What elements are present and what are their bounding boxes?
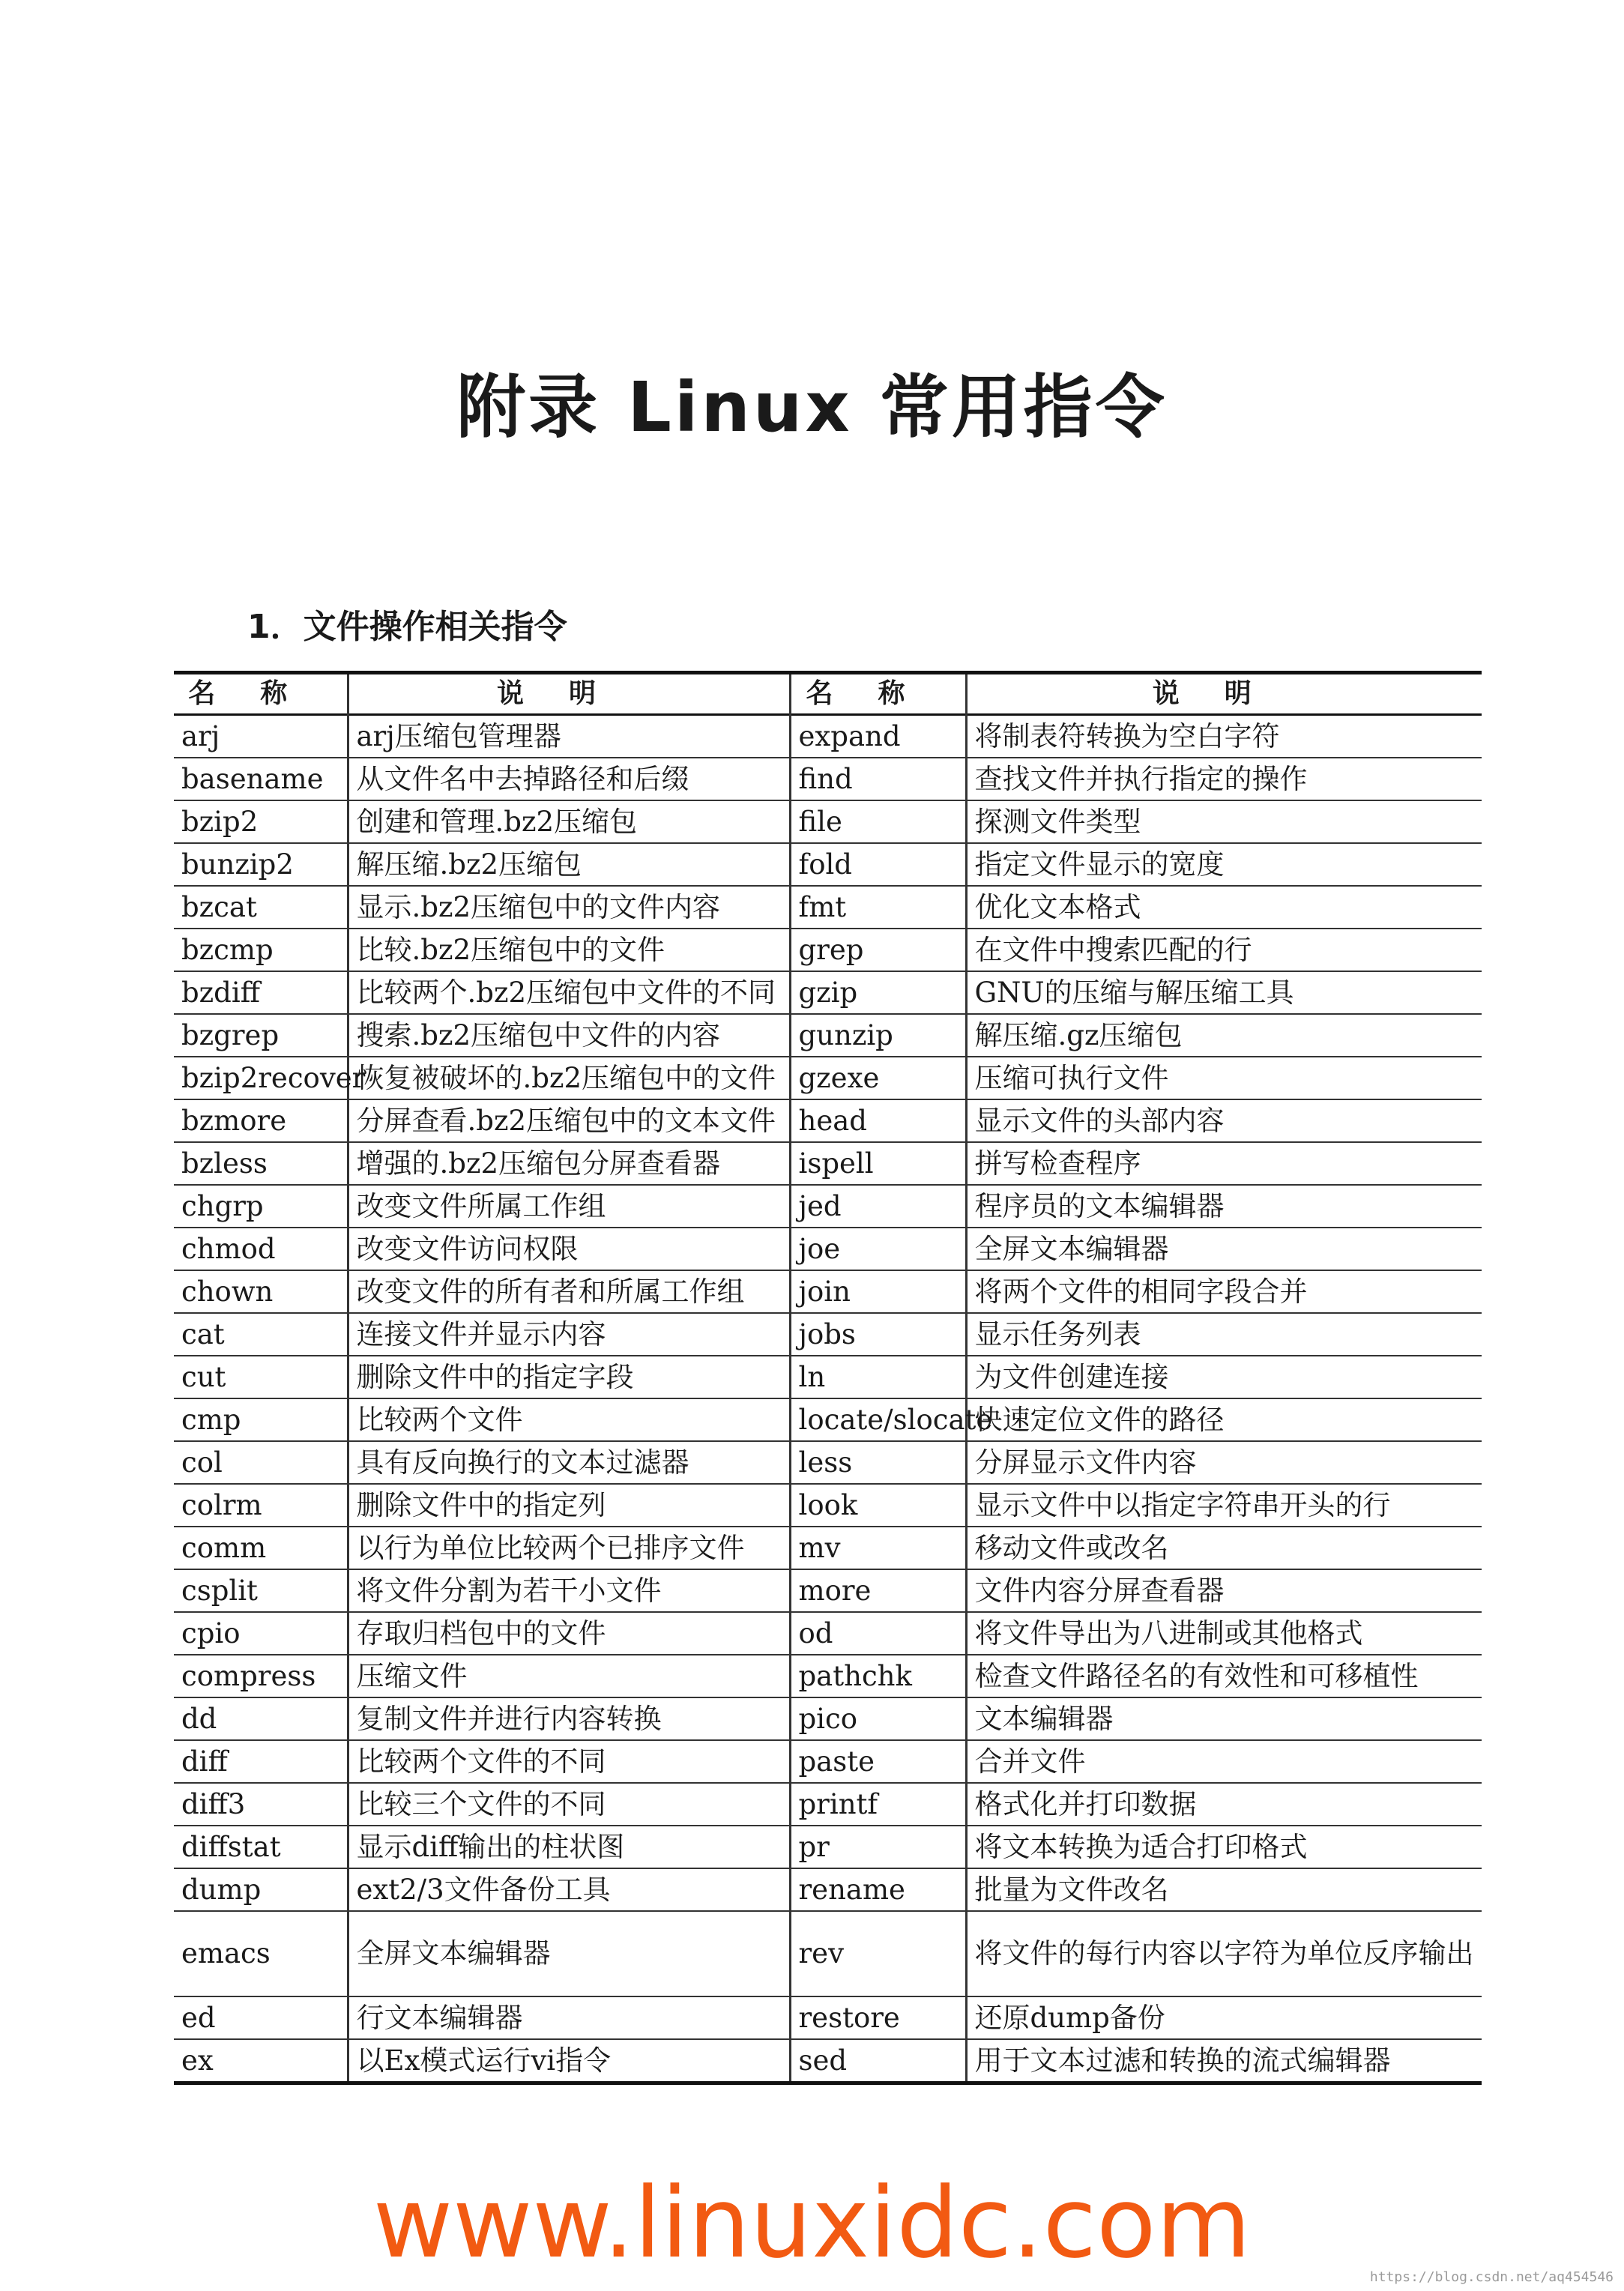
command-name-cell: head <box>790 1099 966 1142</box>
command-name-cell: printf <box>790 1783 966 1826</box>
table-row <box>174 1655 1482 1697</box>
command-desc-cell: 格式化并打印数据 <box>966 1783 1482 1826</box>
table-row <box>174 715 1482 758</box>
command-name-cell: gzip <box>790 971 966 1014</box>
table-row <box>174 1228 1482 1270</box>
command-desc-cell: 显示diff输出的柱状图 <box>348 1826 790 1868</box>
command-name-cell: bzip2 <box>174 800 348 843</box>
table-row <box>174 1099 1482 1142</box>
command-name-cell: ispell <box>790 1142 966 1185</box>
command-desc-cell: 复制文件并进行内容转换 <box>348 1697 790 1740</box>
command-desc-cell: 压缩可执行文件 <box>966 1057 1482 1099</box>
command-desc-cell: 用于文本过滤和转换的流式编辑器 <box>966 2039 1482 2083</box>
command-name-cell: od <box>790 1612 966 1655</box>
command-desc-cell: 将文件分割为若干小文件 <box>348 1569 790 1612</box>
command-desc-cell: 优化文本格式 <box>966 886 1482 929</box>
command-desc-cell: 分屏查看.bz2压缩包中的文本文件 <box>348 1099 790 1142</box>
command-desc-cell: 快速定位文件的路径 <box>966 1398 1482 1441</box>
command-name-cell: bzdiff <box>174 971 348 1014</box>
command-name-cell: basename <box>174 758 348 800</box>
command-name-cell: ln <box>790 1356 966 1398</box>
command-desc-cell: 将文本转换为适合打印格式 <box>966 1826 1482 1868</box>
command-name-cell: bzip2recover <box>174 1057 348 1099</box>
command-desc-cell: 在文件中搜索匹配的行 <box>966 929 1482 971</box>
command-desc-cell: 将文件导出为八进制或其他格式 <box>966 1612 1482 1655</box>
table-row <box>174 1911 1482 1996</box>
command-name-cell: pathchk <box>790 1655 966 1697</box>
command-name-cell: more <box>790 1569 966 1612</box>
command-desc-cell: 从文件名中去掉路径和后缀 <box>348 758 790 800</box>
command-name-cell: cpio <box>174 1612 348 1655</box>
command-desc-cell: 搜索.bz2压缩包中文件的内容 <box>348 1014 790 1057</box>
command-name-cell: chown <box>174 1270 348 1313</box>
command-desc-cell: 为文件创建连接 <box>966 1356 1482 1398</box>
command-name-cell: mv <box>790 1527 966 1569</box>
command-table <box>174 671 1482 2085</box>
command-name-cell: gzexe <box>790 1057 966 1099</box>
command-name-cell: locate/slocate <box>790 1398 966 1441</box>
command-name-cell: fold <box>790 843 966 886</box>
table-row <box>174 1868 1482 1911</box>
command-desc-cell: 比较三个文件的不同 <box>348 1783 790 1826</box>
command-desc-cell: 改变文件访问权限 <box>348 1228 790 1270</box>
table-row <box>174 971 1482 1014</box>
table-row <box>174 1826 1482 1868</box>
command-name-cell: emacs <box>174 1911 348 1996</box>
command-name-cell: bzmore <box>174 1099 348 1142</box>
command-desc-cell: 具有反向换行的文本过滤器 <box>348 1441 790 1484</box>
command-name-cell: comm <box>174 1527 348 1569</box>
command-desc-cell: 全屏文本编辑器 <box>348 1911 790 1996</box>
command-desc-cell: 还原dump备份 <box>966 1996 1482 2039</box>
command-desc-cell: 拼写检查程序 <box>966 1142 1482 1185</box>
table-row <box>174 1783 1482 1826</box>
command-name-cell: fmt <box>790 886 966 929</box>
command-desc-cell: GNU的压缩与解压缩工具 <box>966 971 1482 1014</box>
command-desc-cell: 删除文件中的指定列 <box>348 1484 790 1527</box>
command-name-cell: rename <box>790 1868 966 1911</box>
command-name-cell: bzless <box>174 1142 348 1185</box>
command-name-cell: cat <box>174 1313 348 1356</box>
command-desc-cell: 文件内容分屏查看器 <box>966 1569 1482 1612</box>
command-desc-cell: 改变文件所属工作组 <box>348 1185 790 1228</box>
command-desc-cell: 比较.bz2压缩包中的文件 <box>348 929 790 971</box>
command-desc-cell: 显示文件中以指定字符串开头的行 <box>966 1484 1482 1527</box>
command-desc-cell: 将文件的每行内容以字符为单位反序输出 <box>966 1911 1482 1996</box>
command-name-cell: chgrp <box>174 1185 348 1228</box>
command-name-cell: colrm <box>174 1484 348 1527</box>
command-desc-cell: 增强的.bz2压缩包分屏查看器 <box>348 1142 790 1185</box>
table-row <box>174 1313 1482 1356</box>
command-name-cell: less <box>790 1441 966 1484</box>
command-name-cell: pico <box>790 1697 966 1740</box>
table-row <box>174 1569 1482 1612</box>
header-name-1: 名称 <box>174 673 348 715</box>
command-name-cell: gunzip <box>790 1014 966 1057</box>
command-name-cell: cmp <box>174 1398 348 1441</box>
table-row <box>174 1996 1482 2039</box>
command-name-cell: cut <box>174 1356 348 1398</box>
command-name-cell: dump <box>174 1868 348 1911</box>
command-name-cell: rev <box>790 1911 966 1996</box>
blog-watermark: https://blog.csdn.net/aq454546 <box>1369 2269 1614 2285</box>
table-row <box>174 1398 1482 1441</box>
command-name-cell: diff3 <box>174 1783 348 1826</box>
header-desc-2: 说明 <box>966 673 1482 715</box>
command-name-cell: restore <box>790 1996 966 2039</box>
header-desc-1: 说明 <box>348 673 790 715</box>
table-row <box>174 1014 1482 1057</box>
table-row <box>174 1270 1482 1313</box>
command-desc-cell: 将制表符转换为空白字符 <box>966 715 1482 758</box>
command-name-cell: bunzip2 <box>174 843 348 886</box>
command-desc-cell: 存取归档包中的文件 <box>348 1612 790 1655</box>
command-name-cell: look <box>790 1484 966 1527</box>
table-row <box>174 843 1482 886</box>
command-desc-cell: 以Ex模式运行vi指令 <box>348 2039 790 2083</box>
command-desc-cell: 恢复被破坏的.bz2压缩包中的文件 <box>348 1057 790 1099</box>
command-name-cell: bzgrep <box>174 1014 348 1057</box>
command-desc-cell: 比较两个文件 <box>348 1398 790 1441</box>
command-name-cell: arj <box>174 715 348 758</box>
table-row <box>174 1356 1482 1398</box>
command-desc-cell: 探测文件类型 <box>966 800 1482 843</box>
command-name-cell: joe <box>790 1228 966 1270</box>
command-desc-cell: 将两个文件的相同字段合并 <box>966 1270 1482 1313</box>
command-desc-cell: 查找文件并执行指定的操作 <box>966 758 1482 800</box>
table-row <box>174 1527 1482 1569</box>
command-desc-cell: 批量为文件改名 <box>966 1868 1482 1911</box>
table-row <box>174 1612 1482 1655</box>
command-desc-cell: 全屏文本编辑器 <box>966 1228 1482 1270</box>
command-desc-cell: 指定文件显示的宽度 <box>966 843 1482 886</box>
table-header-row <box>174 673 1482 715</box>
command-desc-cell: 删除文件中的指定字段 <box>348 1356 790 1398</box>
command-desc-cell: 显示任务列表 <box>966 1313 1482 1356</box>
command-desc-cell: 解压缩.gz压缩包 <box>966 1014 1482 1057</box>
table-row <box>174 1740 1482 1783</box>
section-heading: 1．文件操作相关指令 <box>247 608 567 646</box>
command-name-cell: ed <box>174 1996 348 2039</box>
command-name-cell: dd <box>174 1697 348 1740</box>
command-desc-cell: 比较两个文件的不同 <box>348 1740 790 1783</box>
command-name-cell: file <box>790 800 966 843</box>
command-name-cell: diffstat <box>174 1826 348 1868</box>
command-desc-cell: 改变文件的所有者和所属工作组 <box>348 1270 790 1313</box>
command-desc-cell: 显示.bz2压缩包中的文件内容 <box>348 886 790 929</box>
command-desc-cell: 合并文件 <box>966 1740 1482 1783</box>
command-name-cell: chmod <box>174 1228 348 1270</box>
command-desc-cell: 连接文件并显示内容 <box>348 1313 790 1356</box>
command-desc-cell: 文本编辑器 <box>966 1697 1482 1740</box>
command-desc-cell: 压缩文件 <box>348 1655 790 1697</box>
command-name-cell: pr <box>790 1826 966 1868</box>
table-row <box>174 800 1482 843</box>
command-name-cell: paste <box>790 1740 966 1783</box>
command-desc-cell: ext2/3文件备份工具 <box>348 1868 790 1911</box>
command-name-cell: expand <box>790 715 966 758</box>
command-name-cell: bzcat <box>174 886 348 929</box>
table-row <box>174 758 1482 800</box>
command-name-cell: jed <box>790 1185 966 1228</box>
table-row <box>174 2039 1482 2083</box>
table-row <box>174 1185 1482 1228</box>
command-name-cell: col <box>174 1441 348 1484</box>
table-row <box>174 1484 1482 1527</box>
table-row <box>174 1441 1482 1484</box>
command-name-cell: bzcmp <box>174 929 348 971</box>
command-name-cell: sed <box>790 2039 966 2083</box>
header-name-2: 名称 <box>790 673 966 715</box>
command-name-cell: jobs <box>790 1313 966 1356</box>
command-name-cell: compress <box>174 1655 348 1697</box>
command-desc-cell: 以行为单位比较两个已排序文件 <box>348 1527 790 1569</box>
command-desc-cell: 解压缩.bz2压缩包 <box>348 843 790 886</box>
table-row <box>174 929 1482 971</box>
command-desc-cell: 检查文件路径名的有效性和可移植性 <box>966 1655 1482 1697</box>
command-desc-cell: arj压缩包管理器 <box>348 715 790 758</box>
command-desc-cell: 创建和管理.bz2压缩包 <box>348 800 790 843</box>
command-desc-cell: 程序员的文本编辑器 <box>966 1185 1482 1228</box>
footer-url: www.linuxidc.com <box>372 2166 1252 2280</box>
command-desc-cell: 显示文件的头部内容 <box>966 1099 1482 1142</box>
command-desc-cell: 移动文件或改名 <box>966 1527 1482 1569</box>
command-name-cell: grep <box>790 929 966 971</box>
table-row <box>174 886 1482 929</box>
table-row <box>174 1697 1482 1740</box>
command-desc-cell: 比较两个.bz2压缩包中文件的不同 <box>348 971 790 1014</box>
command-name-cell: join <box>790 1270 966 1313</box>
command-desc-cell: 行文本编辑器 <box>348 1996 790 2039</box>
command-name-cell: diff <box>174 1740 348 1783</box>
table-row <box>174 1057 1482 1099</box>
command-name-cell: find <box>790 758 966 800</box>
table-row <box>174 1142 1482 1185</box>
command-desc-cell: 分屏显示文件内容 <box>966 1441 1482 1484</box>
page-title: 附录 Linux 常用指令 <box>456 367 1168 447</box>
command-name-cell: ex <box>174 2039 348 2083</box>
command-name-cell: csplit <box>174 1569 348 1612</box>
